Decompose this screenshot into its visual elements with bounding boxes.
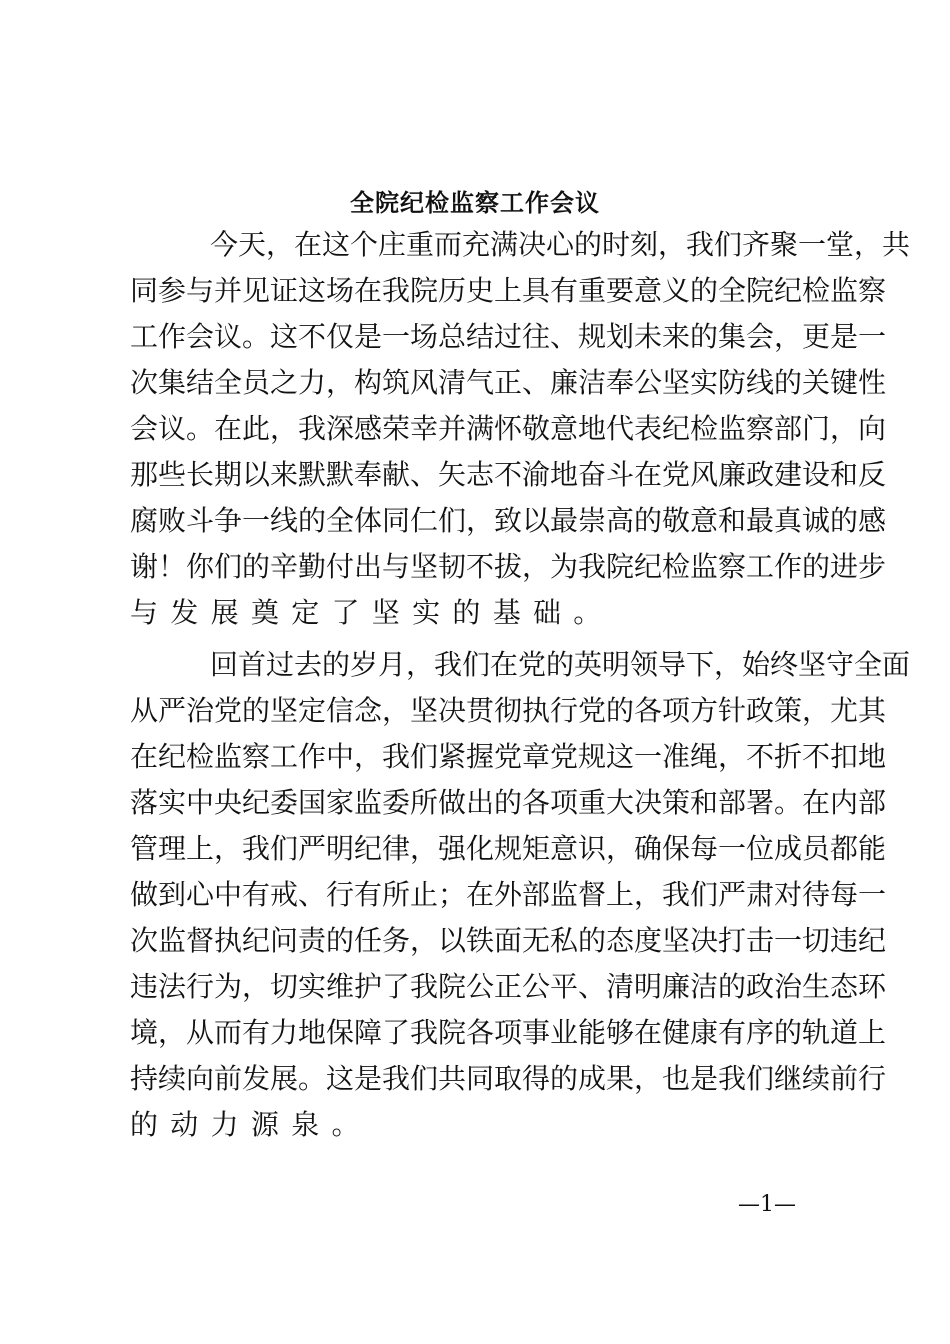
paragraph-2-line: 落实中央纪委国家监委所做出的各项重大决策和部署。在内部 (130, 786, 887, 819)
paragraph-1-line: 次集结全员之力，构筑风清气正、廉洁奉公坚实防线的关键性 (130, 366, 887, 399)
paragraph-2-line: 在纪检监察工作中，我们紧握党章党规这一准绳，不折不扣地 (130, 740, 887, 773)
paragraph-2-line: 持续向前发展。这是我们共同取得的成果，也是我们继续前行 (130, 1062, 887, 1095)
paragraph-2-line: 回首过去的岁月，我们在党的英明领导下，始终坚守全面 (210, 648, 911, 681)
paragraph-1-line: 谢！你们的辛勤付出与坚韧不拔，为我院纪检监察工作的进步 (130, 550, 887, 583)
paragraph-1-line: 工作会议。这不仅是一场总结过往、规划未来的集会，更是一 (130, 320, 887, 353)
paragraph-1-line: 同参与并见证这场在我院历史上具有重要意义的全院纪检监察 (130, 274, 887, 307)
page-number: —1— (738, 1192, 796, 1217)
paragraph-2-line: 的动力源泉。 (130, 1108, 372, 1141)
paragraph-1-line: 今天，在这个庄重而充满决心的时刻，我们齐聚一堂，共 (210, 228, 911, 261)
paragraph-1-line: 与发展奠定了坚实的基础。 (130, 596, 614, 629)
paragraph-2-line: 做到心中有戒、行有所止；在外部监督上，我们严肃对待每一 (130, 878, 887, 911)
paragraph-2-line: 境，从而有力地保障了我院各项事业能够在健康有序的轨道上 (130, 1016, 887, 1049)
paragraph-2-line: 违法行为，切实维护了我院公正公平、清明廉洁的政治生态环 (130, 970, 887, 1003)
paragraph-2-line: 管理上，我们严明纪律，强化规矩意识，确保每一位成员都能 (130, 832, 887, 865)
paragraph-1-line: 会议。在此，我深感荣幸并满怀敬意地代表纪检监察部门，向 (130, 412, 887, 445)
paragraph-2-line: 从严治党的坚定信念，坚决贯彻执行党的各项方针政策，尤其 (130, 694, 887, 727)
paragraph-1-line: 腐败斗争一线的全体同仁们，致以最崇高的敬意和最真诚的感 (130, 504, 887, 537)
paragraph-2-line: 次监督执纪问责的任务，以铁面无私的态度坚决打击一切违纪 (130, 924, 887, 957)
document-title: 全院纪检监察工作会议 (350, 188, 600, 217)
paragraph-1-line: 那些长期以来默默奉献、矢志不渝地奋斗在党风廉政建设和反 (130, 458, 887, 491)
